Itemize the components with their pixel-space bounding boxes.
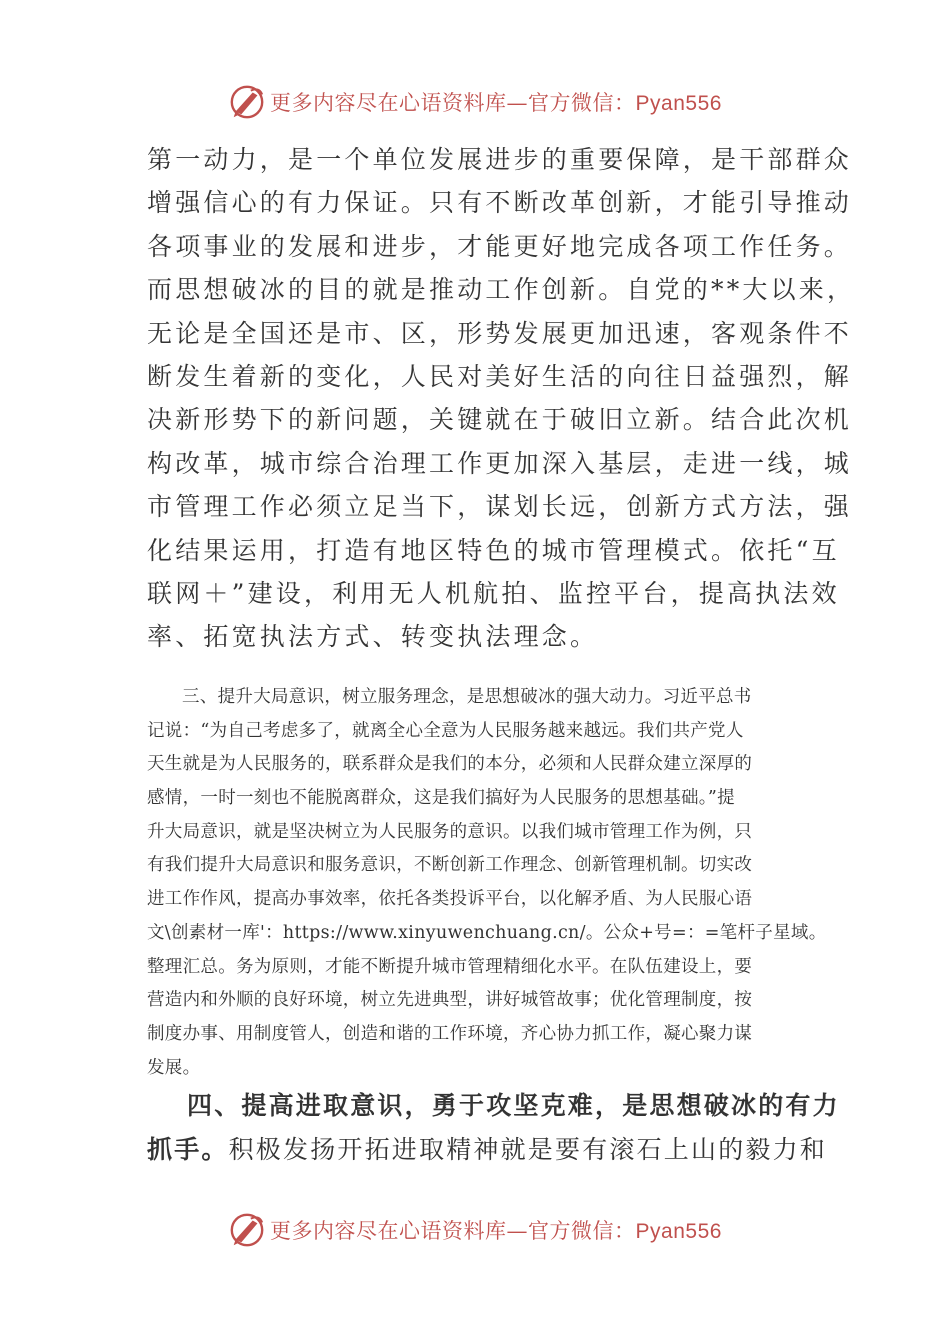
paragraph-line: 升大局意识，就是坚决树立为人民服务的意识。以我们城市管理工作为例，只 bbox=[147, 821, 753, 842]
paragraph-line: 三、提升大局意识，树立服务理念，是思想破冰的强大动力。习近平总书 bbox=[182, 687, 752, 707]
paragraph-line: 联网＋”建设，利用无人机航拍、监控平台，提高执法效 bbox=[147, 578, 840, 608]
paragraph-line: 市管理工作必须立足当下，谋划长远，创新方式方法，强 bbox=[147, 492, 853, 522]
paragraph-line: 增强信心的有力保证。只有不断改革创新，才能引导推动 bbox=[147, 188, 853, 218]
paragraph-line: 进工作作风，提高办事效率，依托各类投诉平台，以化解矛盾、为人民服心语 bbox=[147, 889, 753, 910]
pen-logo-icon bbox=[228, 1211, 266, 1249]
section-four-heading: 四、提高进取意识，勇于攻坚克难，是思想破冰的有力 bbox=[187, 1091, 840, 1120]
paragraph-line: 整理汇总。务为原则，才能不断提升城市管理精细化水平。在队伍建设上，要 bbox=[147, 956, 753, 977]
footer-banner-text bbox=[270, 1215, 722, 1245]
header-banner-title: 更多内容尽在心语资料库 bbox=[270, 91, 507, 115]
paragraph-line bbox=[147, 1128, 828, 1172]
header-banner-text bbox=[270, 87, 722, 117]
paragraph-line: 制度办事、用制度管人，创造和谐的工作环境，齐心协力抓工作，凝心聚力谋 bbox=[147, 1023, 753, 1044]
paragraph-line: 化结果运用，打造有地区特色的城市管理模式。依托“互 bbox=[147, 535, 840, 565]
section-four-paragraph bbox=[147, 1084, 840, 1172]
footer-banner-title: 更多内容尽在心语资料库 bbox=[270, 1219, 507, 1243]
paragraph-line: 有我们提升大局意识和服务意识，不断创新工作理念、创新管理机制。切实改 bbox=[147, 855, 753, 876]
paragraph-line: 构改革，城市综合治理工作更加深入基层，走进一线，城 bbox=[147, 448, 853, 478]
paragraph-line: 各项事业的发展和进步，才能更好地完成各项工作任务。 bbox=[147, 231, 853, 261]
paragraph-line: 记说：“为自己考虑多了，就离全心全意为人民服务越来越远。我们共产党人 bbox=[147, 720, 744, 741]
header-banner-wechat-id: Pyan556 bbox=[635, 92, 722, 115]
header-banner bbox=[0, 80, 950, 124]
paragraph-line: 感情，一时一刻也不能脱离群众，这是我们搞好为人民服务的思想基础。”提 bbox=[147, 788, 735, 809]
pen-logo-icon bbox=[228, 83, 266, 121]
header-banner-separator: — bbox=[506, 91, 529, 115]
header-banner-wechat-label: 官方微信： bbox=[528, 91, 636, 115]
paragraph-line-url: 文\创素材一库'：https://www.xinyuwenchuang.cn/。公众+号=：=笔杆子星域。 bbox=[147, 922, 827, 943]
section-four-heading-end: 抓手。 bbox=[147, 1135, 229, 1164]
paragraph-line: 无论是全国还是市、区，形势发展更加迅速，客观条件不 bbox=[147, 318, 853, 348]
footer-banner-wechat-label: 官方微信： bbox=[528, 1219, 636, 1243]
continued-paragraph bbox=[147, 138, 856, 659]
paragraph-line: 发展。 bbox=[147, 1057, 201, 1078]
paragraph-line: 营造内和外顺的良好环境，树立先进典型，讲好城管故事；优化管理制度，按 bbox=[147, 990, 753, 1011]
paragraph-line: 决新形势下的新问题，关键就在于破旧立新。结合此次机 bbox=[147, 405, 853, 435]
paragraph-line: 断发生着新的变化，人民对美好生活的向往日益强烈，解 bbox=[147, 361, 853, 391]
paragraph-line: 第一动力，是一个单位发展进步的重要保障，是干部群众 bbox=[147, 145, 853, 174]
paragraph-line: 天生就是为人民服务的，联系群众是我们的本分，必须和人民群众建立深厚的 bbox=[147, 754, 753, 775]
section-four-body: 积极发扬开拓进取精神就是要有滚石上山的毅力和 bbox=[228, 1135, 828, 1164]
footer-banner bbox=[0, 1208, 950, 1252]
footer-banner-separator: — bbox=[506, 1219, 529, 1243]
paragraph-line: 而思想破冰的目的就是推动工作创新。自党的**大以来， bbox=[147, 275, 856, 305]
footer-banner-wechat-id: Pyan556 bbox=[635, 1220, 722, 1243]
paragraph-line: 率、拓宽执法方式、转变执法理念。 bbox=[147, 622, 599, 652]
section-three-paragraph bbox=[147, 681, 827, 1085]
